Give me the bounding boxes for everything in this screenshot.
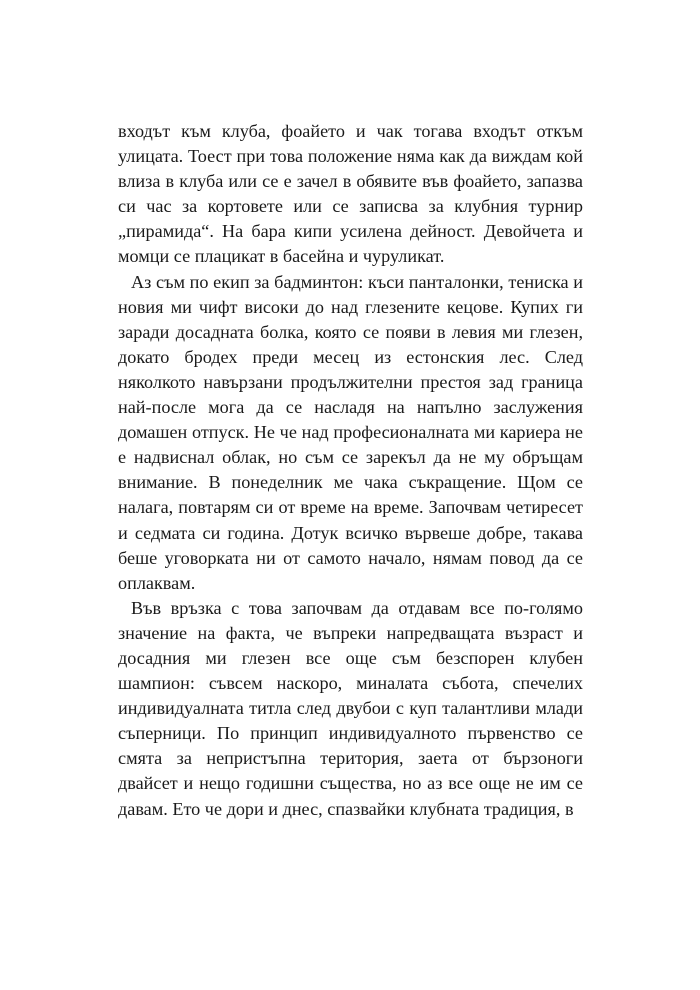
book-page-text — [118, 119, 583, 822]
paragraph-3: Във връзка с това започвам да отдавам все по-голямо значение на факта, че въпреки напредващата възраст и досадния ми глезен все още съм безспорен клубен шампион: съвсем наскоро, миналата събота, спечелих индивидуалната титла след двубои с куп талантливи млади съперници. По принцип индивидуалното първенство се смята за непристъпна територия, заета от бързоноги двайсет и нещо годишни същества, но аз все още не им се давам. Ето че дори и днес, спазвайки клубната традиция, в — [118, 597, 583, 819]
paragraph-1: входът към клуба, фоайето и чак тогава входът откъм улицата. Тоест при това положение няма как да виждам кой влиза в клуба или се е зачел в обявите във фоайето, запазва си час за кортовете или се записва за клубния турнир „пирамида“. На бара кипи усилена дейност. Девойчета и момци се плацикат в басейна и чуруликат. — [118, 121, 583, 267]
paragraph-2: Аз съм по екип за бадминтон: къси панталонки, тениска и новия ми чифт високи до над глезените кецове. Купих ги заради досадната болка, която се появи в левия ми глезен, докато бродех преди месец из естонския лес. След няколкото навързани продължителни престоя зад граница най-после мога да се насладя на напълно заслужения домашен отпуск. Не че над професионалната ми кариера не е надвиснал облак, но съм се зарекъл да не му обръщам внимание. В понеделник ме чака съкращение. Щом се налага, повтарям си от време на време. Започвам четиресет и седмата си година. Дотук всичко вървеше добре, такава беше уговорката ни от самото начало, нямам повод да се оплаквам. — [118, 271, 583, 593]
